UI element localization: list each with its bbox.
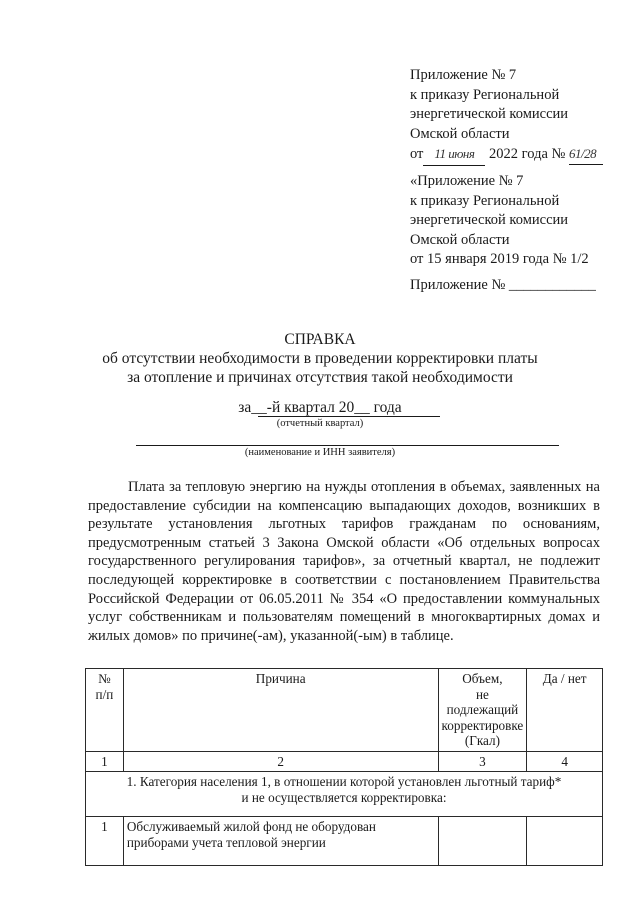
col-number: 1 (86, 751, 124, 772)
column-number-row (86, 751, 603, 772)
period-caption: (отчетный квартал) (276, 418, 364, 429)
handwritten-number: 61/28 (569, 144, 603, 165)
period-underline (258, 416, 440, 417)
appendix-line: энергетической комиссии (410, 212, 569, 228)
appendix-line: энергетической комиссии (410, 106, 569, 122)
col-number: 3 (438, 751, 527, 772)
header-yesno: Да / нет (527, 669, 603, 752)
row-volume (438, 817, 527, 866)
appendix-blank-label: Приложение № (410, 277, 506, 293)
handwritten-date: 11 июня (423, 144, 485, 166)
document-title: СПРАВКА (284, 331, 356, 348)
appendix-line: Омской области (410, 231, 510, 248)
appendix-title: Приложение № 7 (410, 67, 517, 83)
appendix-quoted (410, 172, 589, 270)
year-part: 2022 года № (489, 146, 566, 162)
table-header-row (86, 669, 603, 752)
date-prefix: от (410, 146, 424, 162)
header-volume: Объем, не подлежащий корректировке (Гкал) (438, 669, 527, 752)
document-subtitle: об отсутствии необходимости в проведении корректировки платы (102, 350, 538, 367)
applicant-line (136, 445, 559, 446)
appendix-line: к приказу Региональной (410, 192, 560, 209)
appendix-line: от 15 января 2019 года № 1/2 (410, 251, 589, 267)
appendix-line: Омской области (410, 125, 510, 142)
section-row (86, 772, 603, 817)
row-reason: Обслуживаемый жилой фонд не оборудован приборами учета тепловой энергии (123, 817, 438, 866)
header-num: № п/п (86, 669, 124, 752)
body-paragraph: Плата за тепловую энергию на нужды отопления в объемах, заявленных на предоставление субсидии на компенсацию выпадающих доходов, возникших в результате установления льготных тарифов гражданам по основаниям, предусмотренным статьей 3 Закона Омской области «Об отдельных вопросах государственного регулирования тарифов», за отчетный квартал, не подлежит последующей корректировке в соответствии с постановлением Правительства Российской Федерации от 06.05.2011 № 354 «О предоставлении коммунальных услуг собственникам и пользователям помещений в многоквартирных домах и жилых домов» по причине(-ам), указанной(-ым) в таблице. (88, 479, 600, 644)
header-reason: Причина (123, 669, 438, 752)
applicant-caption: (наименование и ИНН заявителя) (244, 447, 396, 458)
row-num: 1 (86, 817, 124, 866)
document-subtitle: за отопление и причинах отсутствия такой необходимости (127, 369, 513, 386)
reasons-table (85, 668, 603, 866)
table-row (86, 817, 603, 866)
appendix-title: «Приложение № 7 (410, 173, 524, 189)
appendix-date-line (410, 144, 603, 166)
appendix-header (410, 66, 603, 166)
appendix-blank (410, 276, 596, 296)
col-number: 4 (527, 751, 603, 772)
section-title: 1. Категория населения 1, в отношении которой установлен льготный тариф* и не осуществляется корректировка: (86, 772, 603, 817)
row-yesno (527, 817, 603, 866)
appendix-blank-field: ____________ (508, 277, 596, 293)
period-field: за__-й квартал 20__ года (238, 399, 402, 416)
appendix-line: к приказу Региональной (410, 86, 560, 103)
col-number: 2 (123, 751, 438, 772)
